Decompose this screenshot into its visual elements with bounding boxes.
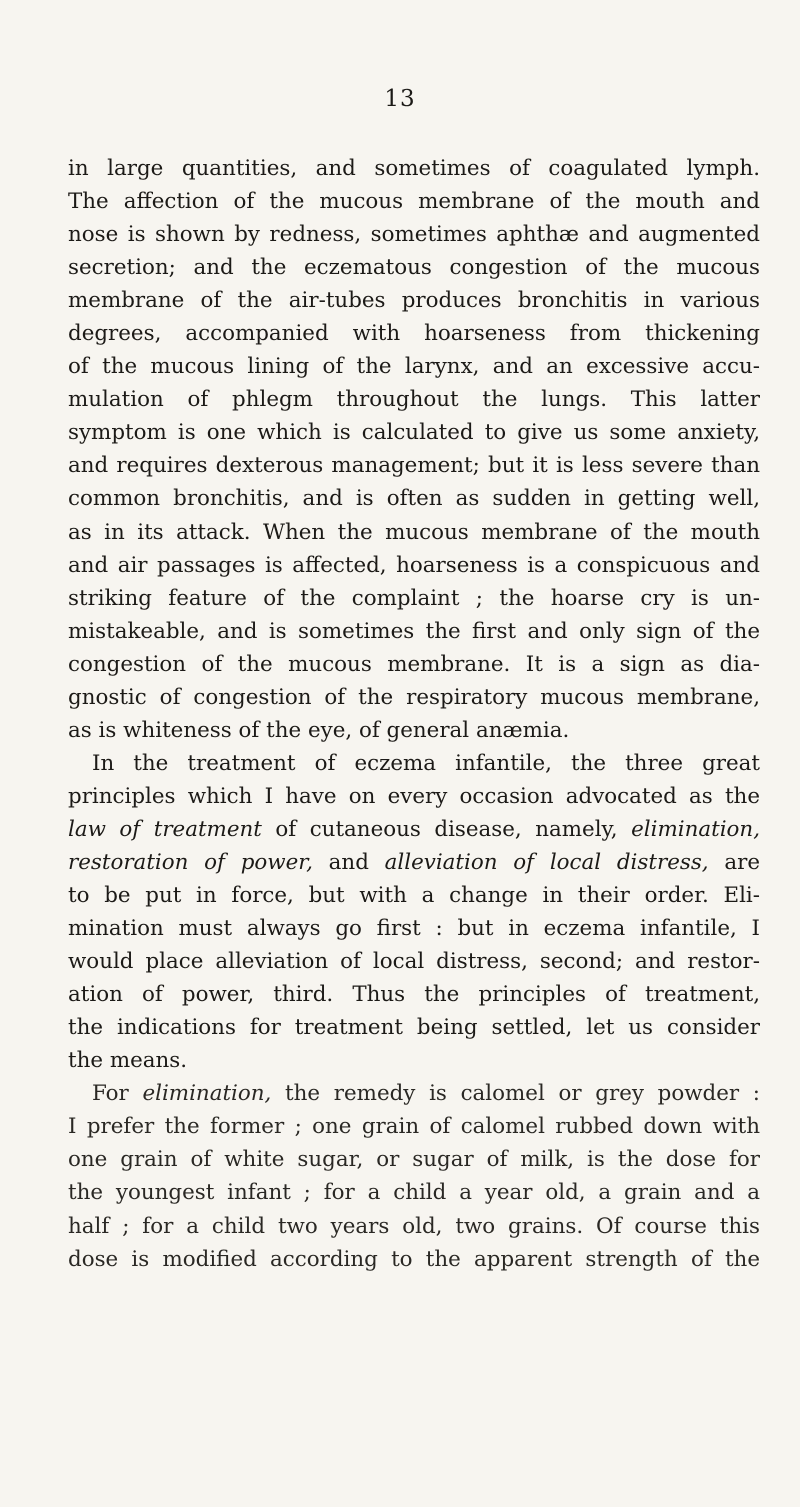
text-line: symptom is one which is calculated to give us some anxiety, (68, 420, 760, 446)
text-line: degrees, accompanied with hoarseness from thickening (68, 321, 760, 347)
text-line: congestion of the mucous membrane. It is a sign as dia- (68, 651, 760, 677)
text-line: dose is modified according to the apparent strength of the (68, 1246, 760, 1272)
text-line: nose is shown by redness, sometimes aphthæ and augmented (68, 222, 760, 248)
text-line: secretion; and the eczematous congestion of the mucous (68, 255, 760, 281)
text-line: as is whiteness of the eye, of general anæmia. (68, 717, 570, 743)
text-fragment: For (92, 1081, 143, 1107)
italic-phrase: elimination, (631, 816, 760, 842)
italic-phrase: elimination, (142, 1081, 272, 1107)
text-fragment: are (708, 849, 760, 875)
text-line: I prefer the former ; one grain of calomel rubbed down with (68, 1114, 760, 1140)
text-line: to be put in force, but with a change in their order. Eli- (68, 883, 760, 909)
text-line-mixed (68, 813, 760, 846)
paragraph-start-line: In the treatment of eczema infantile, the three great (92, 750, 760, 776)
text-fragment: the remedy is calomel or grey powder : (271, 1081, 760, 1107)
page-number: 13 (384, 86, 416, 112)
text-line: would place alleviation of local distress, second; and restor- (68, 949, 760, 975)
paragraph-start-line (68, 1077, 760, 1110)
text-line: the means. (68, 1048, 188, 1074)
text-line: one grain of white sugar, or sugar of milk, is the dose for (68, 1147, 760, 1173)
italic-phrase: alleviation of local distress, (384, 849, 709, 875)
body-text (68, 152, 760, 1276)
text-line: the indications for treatment being settled, let us consider (68, 1015, 760, 1041)
text-line: common bronchitis, and is often as sudden in getting well, (68, 486, 760, 512)
text-line-mixed (68, 846, 760, 879)
text-line: mulation of phlegm throughout the lungs. This latter (68, 387, 760, 413)
text-line: gnostic of congestion of the respiratory mucous membrane, (68, 684, 760, 710)
text-line: in large quantities, and sometimes of coagulated lymph. (68, 156, 760, 181)
text-fragment: of cutaneous disease, namely, (261, 816, 632, 842)
text-line: and air passages is affected, hoarseness is a conspicuous and (68, 552, 760, 578)
text-line: The affection of the mucous membrane of the mouth and (68, 189, 760, 215)
text-fragment: and (312, 849, 385, 875)
italic-phrase: law of treatment (68, 816, 262, 842)
text-line: as in its attack. When the mucous membrane of the mouth (68, 519, 760, 545)
text-line: half ; for a child two years old, two grains. Of course this (68, 1213, 760, 1239)
text-line: striking feature of the complaint ; the hoarse cry is un- (68, 585, 760, 611)
text-line: mination must always go first : but in eczema infantile, I (68, 916, 760, 942)
text-line: of the mucous lining of the larynx, and an excessive accu- (68, 354, 760, 380)
text-line: principles which I have on every occasion advocated as the (68, 783, 760, 809)
text-line: and requires dexterous management; but it is less severe than (68, 453, 760, 479)
italic-phrase: restoration of power, (68, 849, 313, 875)
text-line: ation of power, third. Thus the principles of treatment, (68, 982, 760, 1008)
text-line: the youngest infant ; for a child a year old, a grain and a (68, 1180, 760, 1206)
text-line: mistakeable, and is sometimes the first and only sign of the (68, 618, 760, 644)
text-line: membrane of the air-tubes produces bronchitis in various (68, 288, 760, 314)
